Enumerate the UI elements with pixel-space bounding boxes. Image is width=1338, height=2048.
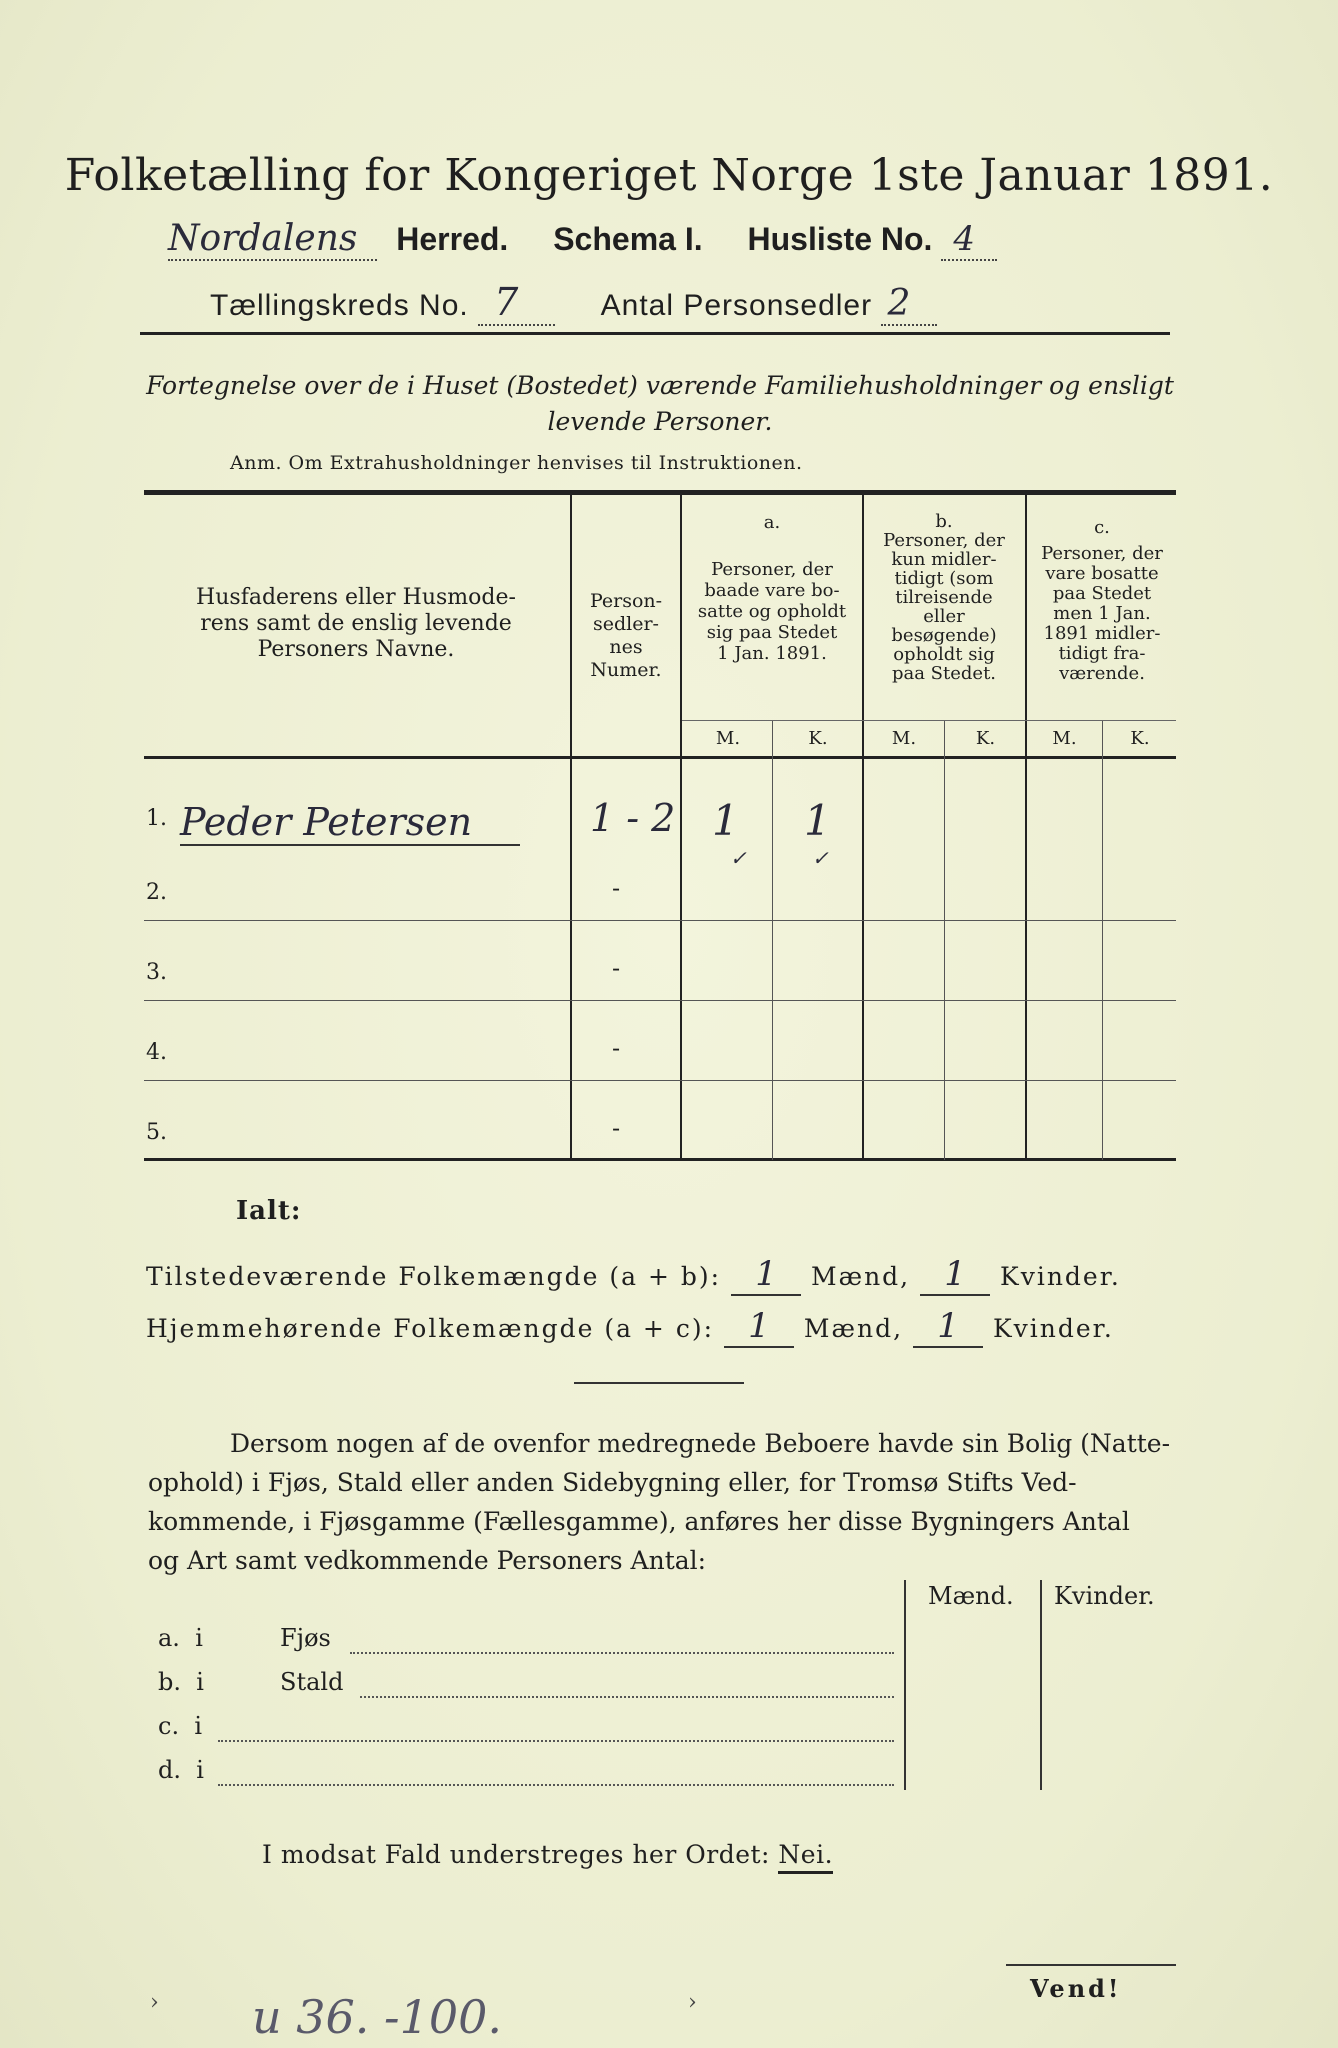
description-line2: levende Personer. [547, 407, 773, 436]
nei-word: Nei. [778, 1840, 833, 1874]
tilstede-k: 1 [920, 1254, 990, 1296]
herred-line [168, 218, 1178, 261]
form-description [140, 368, 1180, 440]
header-col-b: b. Personer, der kun midler- tidigt (som tilreisende eller besøgende) opholdt sig paa Stedet. [864, 512, 1024, 683]
description-line1: Fortegnelse over de i Huset (Bostedet) værende Familiehusholdninger og ensligt [146, 371, 1174, 400]
header-col-a: a. Personer, der baade vare bo- satte og opholdt sig paa Stedet 1 Jan. 1891. [684, 512, 860, 664]
husliste-label: Husliste No. [747, 221, 933, 257]
table-bottom-rule [144, 1158, 1176, 1161]
vline-buildings-2 [1040, 1580, 1042, 1790]
form-title: Folketælling for Kongeriget Norge 1ste Januar 1891. [64, 150, 1274, 201]
vend-label: Vend! [1030, 1974, 1122, 2003]
section-divider [574, 1382, 744, 1384]
row-name: Peder Petersen [180, 800, 520, 846]
pencil-note: u 36. -100. [252, 1990, 502, 2044]
item-d-dots [218, 1784, 894, 1786]
herred-label: Herred. [396, 221, 509, 257]
vline-num-col [680, 495, 682, 1160]
item-c: c. i [158, 1712, 203, 1740]
hjemme-maend: Mænd, [803, 1314, 904, 1343]
header-rule [140, 332, 1170, 335]
husliste-value: 4 [941, 219, 997, 261]
item-b-dots [360, 1696, 894, 1698]
hjemme-m: 1 [724, 1306, 794, 1348]
col-c-k: K. [1130, 728, 1150, 749]
vline-buildings-1 [904, 1580, 906, 1790]
arrow-icon: › [688, 1990, 697, 2015]
kvinder-head: Kvinder. [1054, 1582, 1155, 1610]
col-b-k: K. [975, 728, 996, 749]
annotation-note: Anm. Om Extrahusholdninger henvises til Instruktionen. [230, 452, 803, 474]
row-number: 5. [146, 1120, 167, 1145]
hjemme-line [146, 1306, 1114, 1348]
item-a: a. i [158, 1624, 203, 1652]
row-sedler: - [612, 1114, 621, 1142]
item-a-label: Fjøs [280, 1624, 331, 1652]
row-sedler: 1 - 2 [590, 796, 676, 840]
hjemme-k: 1 [913, 1306, 983, 1348]
vend-rule [1006, 1964, 1176, 1966]
col-a-m: M. [715, 728, 741, 749]
ialt-label: Ialt: [236, 1196, 302, 1226]
table-top-rule [144, 490, 1176, 495]
modsat-label: I modsat Fald understreges her Ordet: [262, 1840, 770, 1869]
table-header-bottom-rule [144, 756, 1176, 759]
row-a-m: 1 [712, 796, 739, 845]
hjemme-kvinder: Kvinder. [992, 1314, 1114, 1343]
tilstede-maend: Mænd, [810, 1262, 911, 1291]
vline-name-col [570, 495, 572, 1160]
col-a-k: K. [808, 728, 828, 749]
hjemme-label: Hjemmehørende Folkemængde (a + c): [146, 1314, 714, 1343]
row-sedler: - [612, 874, 621, 902]
col-a-letter: a. [763, 512, 781, 533]
row-sedler: - [612, 954, 621, 982]
maend-head: Mænd. [928, 1582, 1014, 1610]
kreds-value: 7 [478, 280, 555, 326]
item-b: b. i [158, 1668, 204, 1696]
item-b-label: Stald [280, 1668, 344, 1696]
row-number: 1. [146, 806, 167, 831]
col-c-letter: c. [1094, 517, 1110, 538]
row-number: 2. [146, 880, 167, 905]
buildings-paragraph: Dersom nogen af de ovenfor medregnede Beboere havde sin Bolig (Natte- ophold) i Fjøs, Stald eller anden Sidebygning eller, for Tromsø Stifts Ved- kommende, i Fjøsgamme (Fællesgamme), anføres her disse Bygningers Antal og Art samt vedkommende Personers Antal: [148, 1429, 1171, 1575]
antal-value: 2 [881, 283, 937, 326]
col-b-letter: b. [935, 511, 953, 532]
col-c-m: M. [1052, 728, 1077, 749]
vline-b-mk [944, 720, 945, 1160]
tilstede-kvinder: Kvinder. [1000, 1262, 1121, 1291]
item-a-dots [350, 1652, 894, 1654]
check-mark-icon: ✓ [812, 846, 829, 870]
header-sedler-num: Person- sedler- nes Numer. [589, 590, 663, 681]
tilstede-line [146, 1254, 1121, 1296]
vline-a-mk [772, 720, 773, 1160]
row-number: 4. [146, 1040, 167, 1065]
herred-value: Nordalens [168, 218, 377, 261]
mk-header-rule [682, 720, 1176, 721]
row-a-k: 1 [804, 796, 831, 845]
schema-label: Schema I. [553, 221, 703, 257]
header-col-c: c. Personer, der vare bosatte paa Stedet men 1 Jan. 1891 midler- tidigt fra- værende. [1027, 518, 1177, 684]
row-sep-1 [144, 920, 1176, 921]
vline-c-mk [1102, 720, 1103, 1160]
modsat-line [262, 1840, 833, 1869]
tilstede-m: 1 [731, 1254, 801, 1296]
row-number: 3. [146, 960, 167, 985]
arrow-icon: › [150, 1990, 159, 2015]
row-sep-2 [144, 1000, 1176, 1001]
kreds-label: Tællingskreds No. [210, 289, 469, 322]
row-sep-3 [144, 1080, 1176, 1081]
antal-label: Antal Personsedler [600, 289, 873, 322]
kreds-line [210, 280, 1170, 326]
row-sedler: - [612, 1034, 621, 1062]
header-names: Husfaderens eller Husmode- rens samt de enslig levende Personers Navne. [196, 585, 516, 662]
item-d: d. i [158, 1756, 204, 1784]
tilstede-label: Tilstedeværende Folkemængde (a + b): [146, 1262, 722, 1291]
item-c-dots [218, 1740, 894, 1742]
col-b-m: M. [891, 728, 917, 749]
check-mark-icon: ✓ [730, 846, 747, 870]
